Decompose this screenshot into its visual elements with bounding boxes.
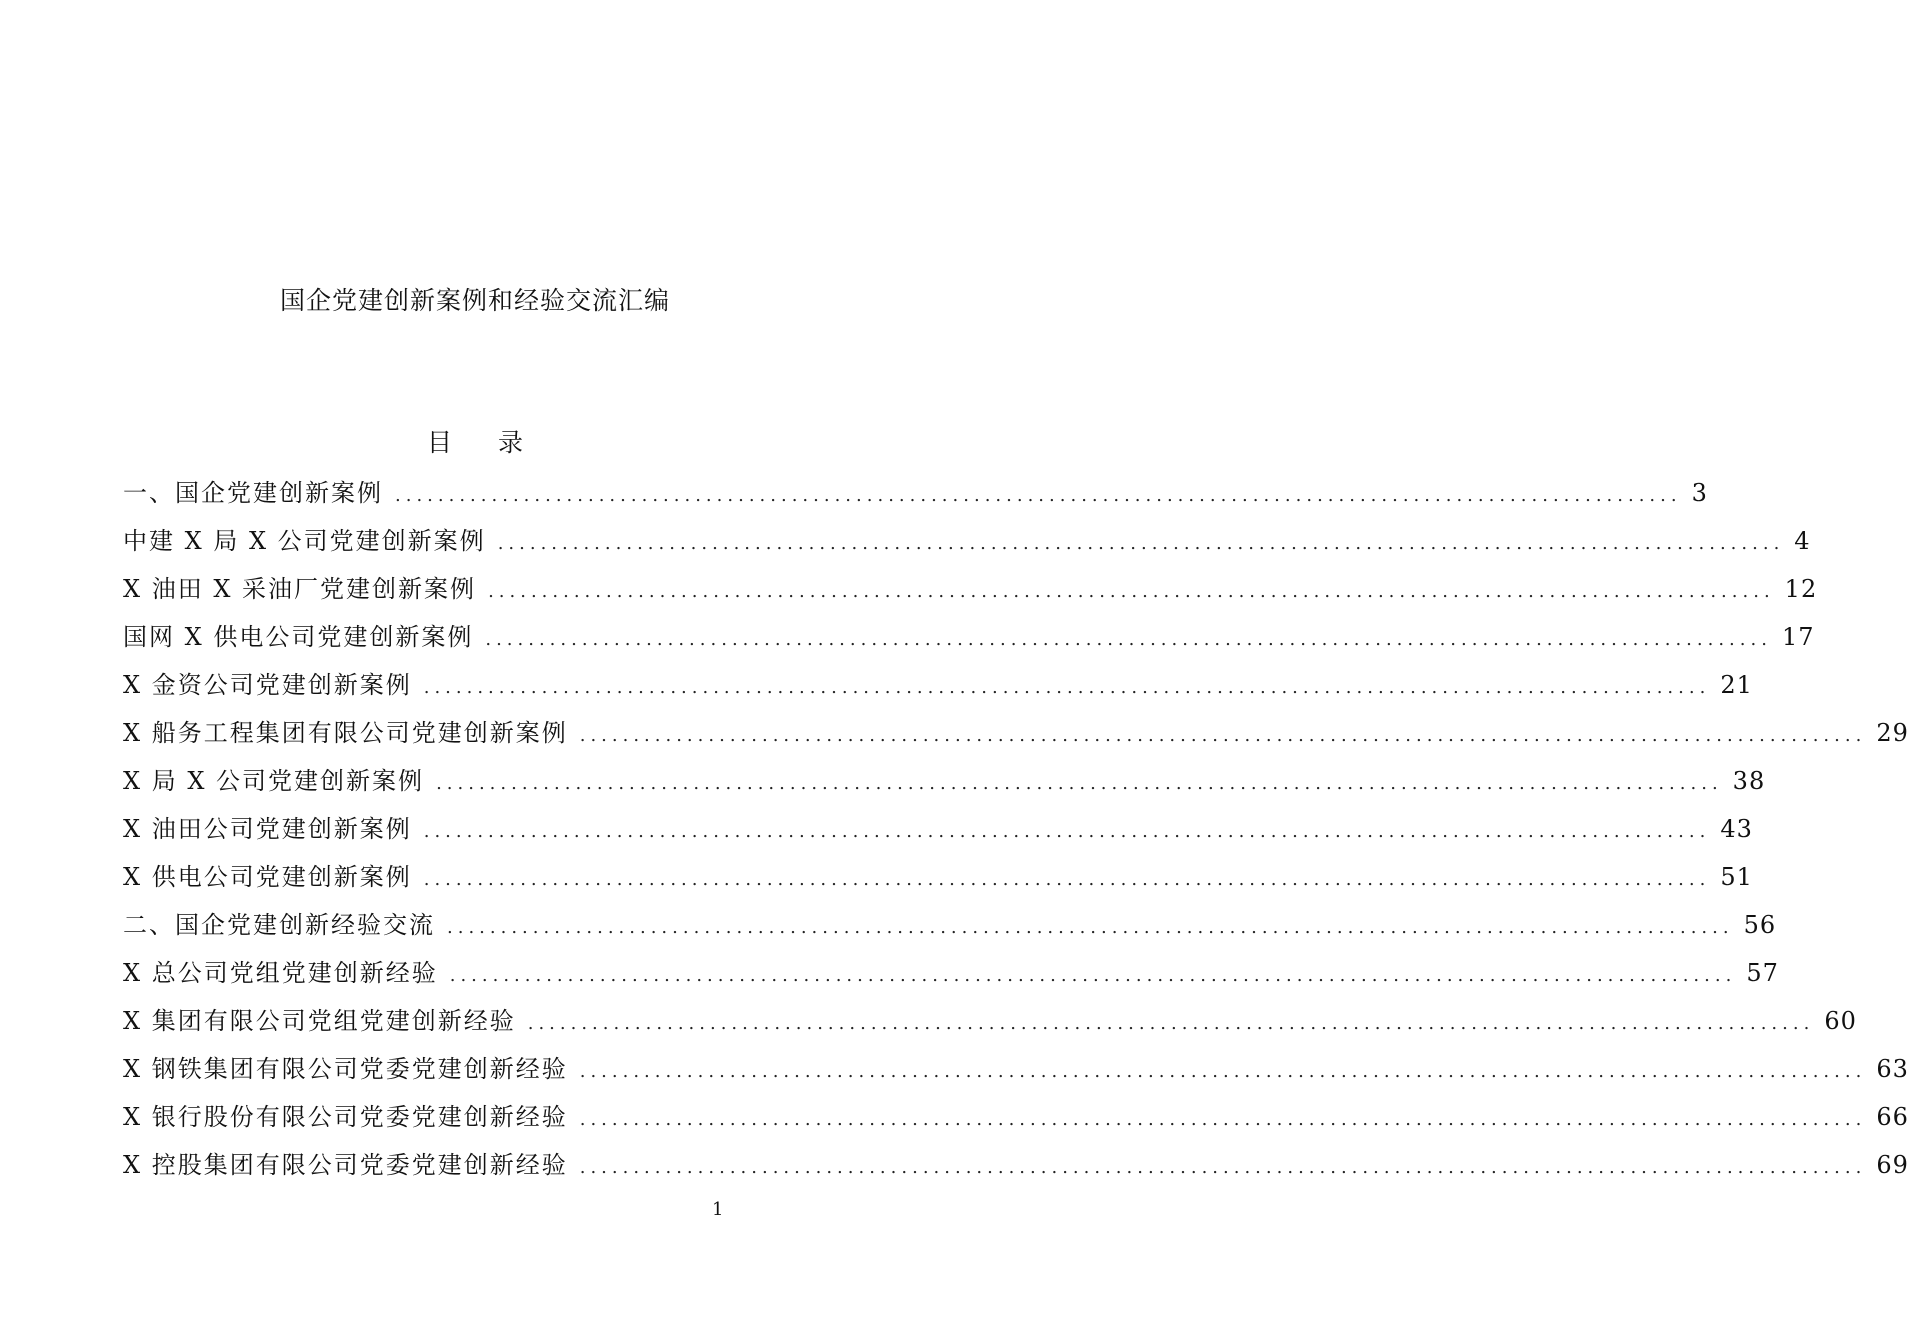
toc-entry-page: 21 bbox=[1720, 671, 1753, 699]
toc-entry[interactable] bbox=[123, 617, 1815, 665]
toc-entry[interactable] bbox=[123, 809, 1753, 857]
toc-entry-label: X 船务工程集团有限公司党建创新案例 bbox=[123, 719, 568, 747]
toc-entry[interactable] bbox=[123, 713, 1909, 761]
toc-entry-label: 中建 X 局 X 公司党建创新案例 bbox=[123, 527, 486, 555]
toc-entry-page: 57 bbox=[1746, 959, 1779, 987]
toc-entry[interactable] bbox=[123, 761, 1766, 809]
dot-leader: ........................................................................................................................ bbox=[527, 1013, 1815, 1034]
dot-leader: ........................................................................................................................ bbox=[395, 485, 1682, 506]
toc-heading bbox=[0, 425, 950, 461]
toc-entry-label: X 供电公司党建创新案例 bbox=[123, 863, 412, 891]
toc-entry-label: 一、国企党建创新案例 bbox=[123, 479, 383, 507]
dot-leader: ........................................................................................................................ bbox=[579, 1109, 1867, 1130]
toc-entry-page: 4 bbox=[1794, 527, 1811, 555]
toc-entry-page: 69 bbox=[1876, 1151, 1909, 1179]
dot-leader: ........................................................................................................................ bbox=[423, 677, 1711, 698]
toc-entry[interactable] bbox=[123, 1001, 1857, 1049]
toc-entry-page: 38 bbox=[1732, 767, 1766, 795]
toc-entry[interactable] bbox=[123, 953, 1779, 1001]
dot-leader: ........................................................................................................................ bbox=[423, 821, 1711, 842]
toc-entry-label: X 银行股份有限公司党委党建创新经验 bbox=[123, 1103, 568, 1131]
toc-entry-label: X 油田 X 采油厂党建创新案例 bbox=[123, 575, 477, 603]
toc-heading-right: 录 bbox=[498, 428, 524, 457]
toc-entry[interactable] bbox=[123, 1097, 1909, 1145]
dot-leader: ........................................................................................................................ bbox=[579, 1157, 1867, 1178]
toc-entry-page: 63 bbox=[1876, 1055, 1909, 1083]
dot-leader: ........................................................................................................................ bbox=[488, 581, 1775, 602]
toc-entry[interactable] bbox=[123, 665, 1753, 713]
toc-entry-label: X 油田公司党建创新案例 bbox=[123, 815, 412, 843]
toc-entry-page: 66 bbox=[1876, 1103, 1909, 1131]
toc-entry[interactable] bbox=[123, 521, 1811, 569]
toc-entry-page: 3 bbox=[1691, 479, 1708, 507]
toc-entry-page: 29 bbox=[1876, 719, 1909, 747]
toc-entry-page: 12 bbox=[1784, 575, 1818, 603]
toc-list bbox=[123, 473, 1909, 1193]
page-number: 1 bbox=[712, 1199, 724, 1220]
dot-leader: ........................................................................................................................ bbox=[449, 965, 1737, 986]
toc-entry-label: X 局 X 公司党建创新案例 bbox=[123, 767, 425, 795]
toc-entry-label: 国网 X 供电公司党建创新案例 bbox=[123, 623, 474, 651]
dot-leader: ........................................................................................................................ bbox=[485, 629, 1772, 650]
toc-entry-page: 17 bbox=[1781, 623, 1815, 651]
toc-entry[interactable] bbox=[123, 905, 1777, 953]
toc-entry-label: X 总公司党组党建创新经验 bbox=[123, 959, 438, 987]
toc-entry-label: X 控股集团有限公司党委党建创新经验 bbox=[123, 1151, 568, 1179]
toc-entry-label: 二、国企党建创新经验交流 bbox=[123, 911, 435, 939]
toc-entry-label: X 钢铁集团有限公司党委党建创新经验 bbox=[123, 1055, 568, 1083]
toc-entry[interactable] bbox=[123, 473, 1708, 521]
toc-entry-page: 43 bbox=[1720, 815, 1753, 843]
dot-leader: ........................................................................................................................ bbox=[579, 725, 1867, 746]
toc-entry[interactable] bbox=[123, 1049, 1909, 1097]
document-title: 国企党建创新案例和经验交流汇编 bbox=[279, 286, 670, 315]
dot-leader: ........................................................................................................................ bbox=[436, 773, 1723, 794]
toc-entry-page: 56 bbox=[1743, 911, 1777, 939]
dot-leader: ........................................................................................................................ bbox=[579, 1061, 1867, 1082]
dot-leader: ........................................................................................................................ bbox=[497, 533, 1785, 554]
toc-entry-page: 60 bbox=[1824, 1007, 1857, 1035]
dot-leader: ........................................................................................................................ bbox=[447, 917, 1734, 938]
toc-entry-page: 51 bbox=[1720, 863, 1753, 891]
toc-entry[interactable] bbox=[123, 1145, 1909, 1193]
toc-heading-left: 目 bbox=[426, 428, 452, 457]
toc-entry-label: X 金资公司党建创新案例 bbox=[123, 671, 412, 699]
toc-entry[interactable] bbox=[123, 569, 1818, 617]
toc-entry[interactable] bbox=[123, 857, 1753, 905]
toc-entry-label: X 集团有限公司党组党建创新经验 bbox=[123, 1007, 516, 1035]
dot-leader: ........................................................................................................................ bbox=[423, 869, 1711, 890]
page-footer bbox=[712, 1199, 723, 1220]
